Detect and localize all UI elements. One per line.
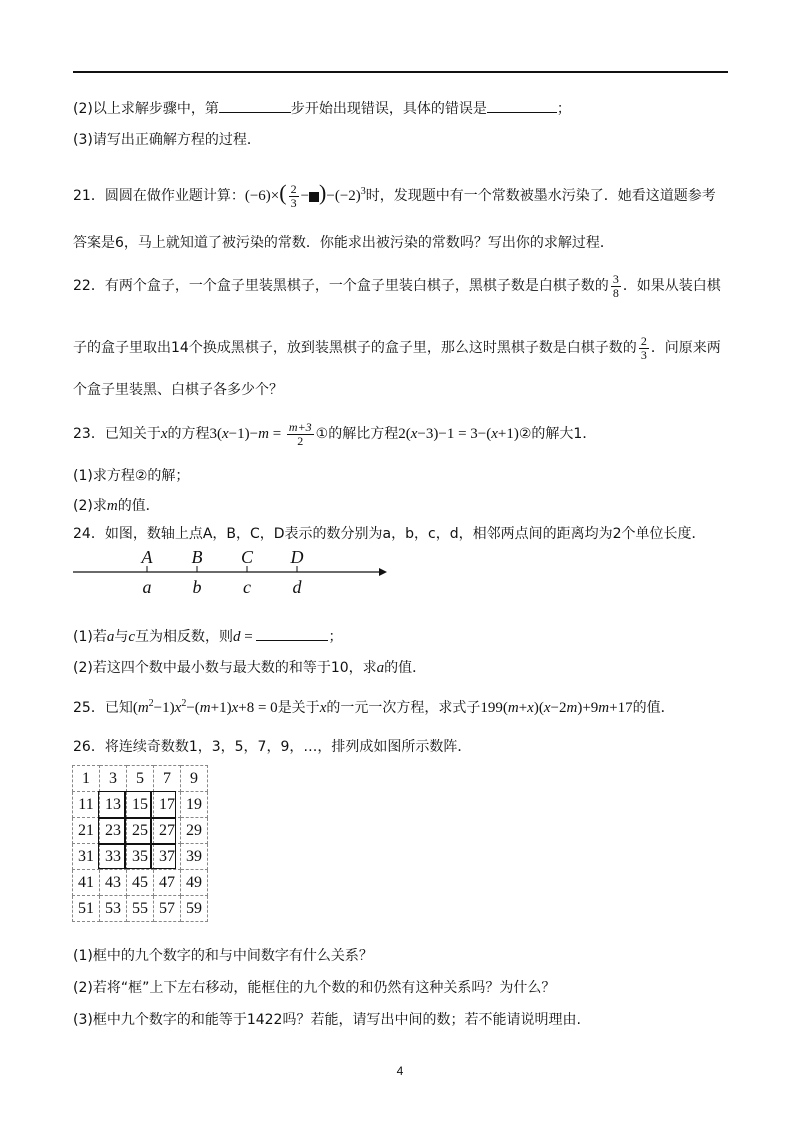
grid-row [73,818,208,844]
header-rule [73,71,728,73]
q26-part2: (2)若将“框”上下左右移动，能框住的九个数的和仍然有这种关系吗？为什么？ [73,980,556,996]
grid-row [73,792,208,818]
q22-line1: 22．有两个盒子，一个盒子里装黑棋子，一个盒子里装白棋子，黑棋子数是白棋子数的 $\frac{3}{8}$ ．如果从装白棋 [73,271,721,300]
grid-cell: 23 [100,818,127,844]
point-label-C: C [240,548,254,567]
grid-cell: 11 [73,792,100,818]
grid-cell: 29 [181,818,208,844]
q26-part1: (1)框中的九个数字的和与中间数字有什么关系？ [73,948,373,964]
q21-expression: (−6)×( $\frac{2}{3}$ − )$-(-2)^3$ [244,180,366,211]
q24-part2: (2)若这四个数中最小数与最大数的和等于10，求a的值． [73,660,427,676]
equation-q25: $(m^2-1)x^2-(m+1)x+8 = 0$ [132,698,278,716]
grid-cell: 49 [181,870,208,896]
grid-cell: 39 [181,844,208,870]
q22-line2: 子的盒子里取出14个换成黑棋子，放到装黑棋子的盒子里，那么这时黑棋子数是白棋子数的 $\frac{2}{3}$ ．问原来两 [73,333,721,362]
grid-cell: 51 [73,896,100,922]
grid-cell: 33 [100,844,127,870]
grid-row [73,766,208,792]
q21-line2: 答案是6，马上就知道了被污染的常数．你能求出被污染的常数吗？写出你的求解过程． [73,235,614,251]
ink-blot-icon [309,192,319,202]
page-number: 4 [396,1064,404,1078]
grid-cell: 5 [127,766,154,792]
q20-part2: (2)以上求解步骤中，第 步开始出现错误，具体的错误是 ； [73,98,571,119]
q23-line1: 23．已知关于x的方程3(x−1)−m = $\frac{m+3}{2}$ ①的解比方程2(x−3)−1 = 3−(x+1)②的解大1． [73,420,597,449]
answer-blank-d[interactable] [256,626,328,641]
value-label-c: c [243,577,251,597]
grid-cell: 45 [127,870,154,896]
grid-row [73,870,208,896]
q26-stem: 26．将连续奇数数1，3，5，7，9，…，排列成如图所示数阵． [73,739,472,755]
grid-cell: 15 [127,792,154,818]
grid-cell: 41 [73,870,100,896]
point-label-D: D [290,548,304,567]
grid-cell: 7 [154,766,181,792]
grid-cell: 1 [73,766,100,792]
q21-line1: 21．圆圆在做作业题计算：(−6)×( $\frac{2}{3}$ − )$-(-2)^3$时，发现题中有一个常数被墨水污染了．她看这道题参考 [73,180,716,211]
grid-cell: 25 [127,818,154,844]
equation-2: 2(x−3)−1 = 3−(x+1) [398,426,519,442]
grid-cell: 35 [127,844,154,870]
grid-cell: 47 [154,870,181,896]
equation-1: 3(x−1)−m = $\frac{m+3}{2}$ [209,420,312,449]
grid-cell: 9 [181,766,208,792]
grid-cell: 17 [154,792,181,818]
point-label-B: B [191,548,203,567]
grid-cell: 21 [73,818,100,844]
grid-cell: 31 [73,844,100,870]
q20-part3: (3)请写出正确解方程的过程． [73,132,261,148]
grid-cell: 43 [100,870,127,896]
q24-part1: (1)若a与c互为相反数，则d = ； [73,626,342,647]
q23-part2: (2)求m的值． [73,498,160,514]
grid-cell: 37 [154,844,181,870]
grid-cell: 53 [100,896,127,922]
grid-cell: 19 [181,792,208,818]
number-line-figure [73,548,393,604]
q22-line3: 个盒子里装黑、白棋子各多少个？ [73,382,283,398]
q25-stem: 25．已知$(m^2-1)x^2-(m+1)x+8 = 0$是关于x的一元一次方程，求式子199(m+x)(x−2m)+9m+17的值． [73,698,675,716]
value-label-d: d [292,577,302,597]
value-label-a: a [142,577,152,597]
value-label-b: b [192,577,202,597]
point-label-A: A [141,548,153,567]
grid-row [73,844,208,870]
grid-cell: 57 [154,896,181,922]
q24-stem: 24．如图，数轴上点A，B，C，D表示的数分别为a，b，c，d，相邻两点间的距离均为2个单位长度． [73,526,706,542]
grid-row [73,896,208,922]
answer-blank-error[interactable] [487,98,557,113]
grid-cell: 13 [100,792,127,818]
q26-part3: (3)框中九个数字的和能等于1422吗？若能，请写出中间的数；若不能请说明理由. [73,1012,581,1028]
expression-q25: 199(m+x)(x−2m)+9m+17 [480,700,633,716]
q23-part1: (1)求方程②的解； [73,468,190,484]
grid-cell: 55 [127,896,154,922]
grid-cell: 3 [100,766,127,792]
arrow-right-icon [379,568,387,576]
answer-blank-step[interactable] [219,98,291,113]
grid-cell: 59 [181,896,208,922]
grid-cell: 27 [154,818,181,844]
odd-number-grid [72,765,208,922]
